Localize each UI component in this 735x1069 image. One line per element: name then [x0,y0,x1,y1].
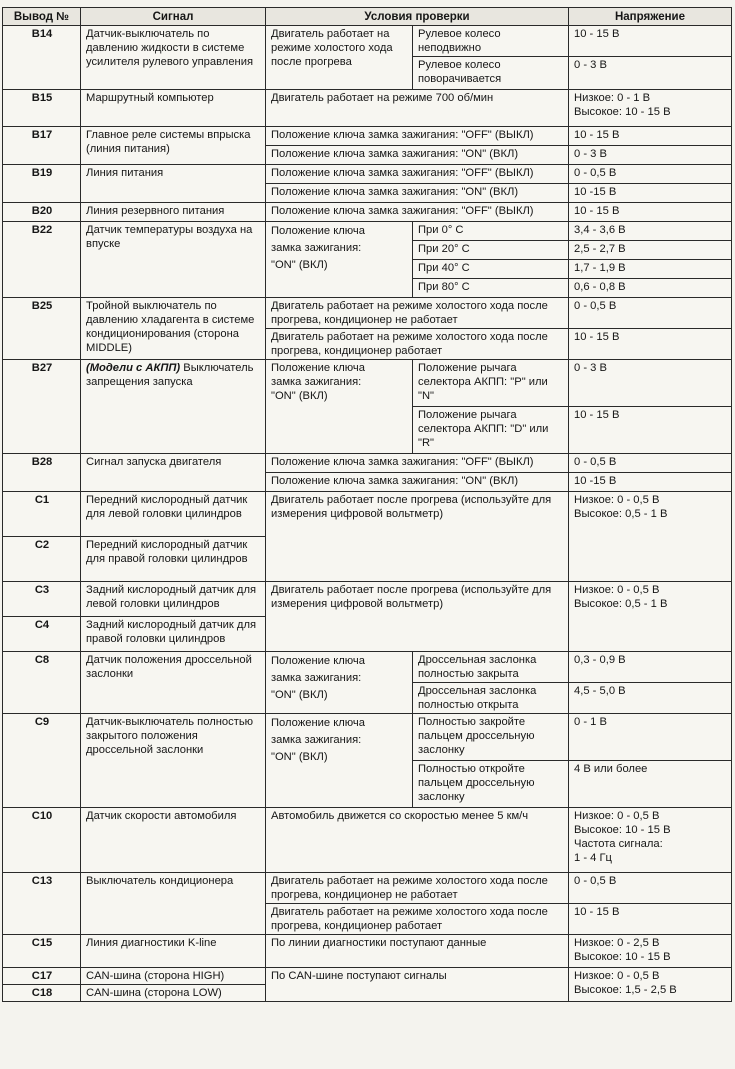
condition-cell: Положение ключа замка зажигания: "ON" (ВКЛ) [266,184,569,203]
table-row [3,298,732,329]
voltage-low: Низкое: 0 - 0,5 В [574,810,660,822]
sub-condition-cell: Дроссельная заслонка полностью закрыта [413,652,569,683]
table-row [3,808,732,873]
condition-cell: Двигатель работает на режиме холостого хода после прогрева, кондиционер не работает [266,873,569,904]
voltage-cell: 0 - 3 В [569,57,732,90]
voltage-cell [569,968,732,1002]
signal-cell: Линия питания [81,165,266,203]
signal-cell: Датчик-выключатель по давлению жидкости в системе усилителя рулевого управления [81,26,266,90]
signal-cell [81,360,266,454]
sub-condition-cell: При 80° С [413,279,569,298]
sub-condition-cell: Положение рычага селектора АКПП: "P" или "N" [413,360,569,407]
signal-cell: Линия резервного питания [81,203,266,222]
pin-cell: B19 [3,165,81,203]
condition-cell: Двигатель работает на режиме холостого хода после прогрева [266,26,413,90]
voltage-low: Низкое: 0 - 2,5 В [574,937,660,949]
voltage-cell: 10 -15 В [569,184,732,203]
voltage-high: Высокое: 10 - 15 В [574,824,671,836]
voltage-cell [569,582,732,652]
condition-cell: Двигатель работает на режиме холостого хода после прогрева, кондиционер работает [266,329,569,360]
condition-cell: Двигатель работает на режиме холостого хода после прогрева, кондиционер работает [266,904,569,935]
condition-cell: Положение ключа замка зажигания: "OFF" (ВЫКЛ) [266,127,569,146]
table-row [3,360,732,407]
condition-cell: Положение ключа замка зажигания: "ON" (ВКЛ) [266,652,413,714]
signal-cell: Задний кислородный датчик для правой головки цилиндров [81,617,266,652]
condition-cell: Автомобиль движется со скоростью менее 5 км/ч [266,808,569,873]
signal-cell: CAN-шина (сторона LOW) [81,985,266,1002]
voltage-cell: 10 - 15 В [569,203,732,222]
condition-cell: Положение ключа замка зажигания: "OFF" (ВЫКЛ) [266,454,569,473]
pin-cell: B22 [3,222,81,298]
header-pin: Вывод № [3,8,81,26]
voltage-high: Высокое: 10 - 15 В [574,951,671,963]
voltage-cell: 10 - 15 В [569,407,732,454]
pin-cell: C1 [3,492,81,537]
voltage-cell: 10 -15 В [569,473,732,492]
pin-cell: B20 [3,203,81,222]
table-header-row [3,8,732,26]
signal-cell: Датчик температуры воздуха на впуске [81,222,266,298]
condition-cell: Положение ключа замка зажигания: "ON" (ВКЛ) [266,222,413,298]
voltage-low: Низкое: 0 - 0,5 В [574,494,660,506]
table-row [3,127,732,146]
condition-cell: Двигатель работает на режиме холостого хода после прогрева, кондиционер не работает [266,298,569,329]
sub-condition-cell: Дроссельная заслонка полностью открыта [413,683,569,714]
sub-condition-cell: Рулевое колесо поворачивается [413,57,569,90]
table-row [3,90,732,127]
pin-cell: C18 [3,985,81,1002]
pin-cell: C4 [3,617,81,652]
voltage-cell: 0,3 - 0,9 В [569,652,732,683]
voltage-cell: 0 - 1 В [569,714,732,761]
voltage-cell: 0,6 - 0,8 В [569,279,732,298]
condition-cell: Положение ключа замка зажигания: "ON" (ВКЛ) [266,473,569,492]
signal-cell: Датчик положения дроссельной заслонки [81,652,266,714]
signal-cell: Сигнал запуска двигателя [81,454,266,492]
signal-cell: Датчик-выключатель полностью закрытого положения дроссельной заслонки [81,714,266,808]
header-conditions: Условия проверки [266,8,569,26]
voltage-cell: 10 - 15 В [569,329,732,360]
signal-cell: Передний кислородный датчик для правой головки цилиндров [81,537,266,582]
pin-voltage-table [2,7,732,1002]
pin-cell: C2 [3,537,81,582]
signal-cell: Задний кислородный датчик для левой головки цилиндров [81,582,266,617]
table-row [3,652,732,683]
sub-condition-cell: Рулевое колесо неподвижно [413,26,569,57]
voltage-cell [569,492,732,582]
signal-prefix: (Модели с АКПП) [86,362,181,374]
voltage-high: Высокое: 10 - 15 В [574,106,671,118]
condition-cell: Положение ключа замка зажигания: "ON" (ВКЛ) [266,146,569,165]
condition-cell: Положение ключа замка зажигания: "OFF" (ВЫКЛ) [266,165,569,184]
pin-cell: C13 [3,873,81,935]
signal-cell: CAN-шина (сторона HIGH) [81,968,266,985]
voltage-cell [569,90,732,127]
signal-cell: Маршрутный компьютер [81,90,266,127]
sub-condition-cell: Полностью откройте пальцем дроссельную заслонку [413,761,569,808]
voltage-cell: 2,5 - 2,7 В [569,241,732,260]
table-row [3,203,732,222]
voltage-cell: 4 В или более [569,761,732,808]
signal-frequency-label: Частота сигнала: [574,838,663,850]
signal-cell: Датчик скорости автомобиля [81,808,266,873]
voltage-cell: 0 - 0,5 В [569,165,732,184]
sub-condition-cell: Полностью закройте пальцем дроссельную заслонку [413,714,569,761]
pin-cell: B27 [3,360,81,454]
signal-cell: Выключатель кондиционера [81,873,266,935]
voltage-cell: 0 - 0,5 В [569,298,732,329]
voltage-cell: 0 - 3 В [569,146,732,165]
voltage-cell: 10 - 15 В [569,904,732,935]
table-row [3,935,732,968]
sub-condition-cell: При 0° С [413,222,569,241]
condition-cell: Положение ключа замка зажигания: "ON" (ВКЛ) [266,360,413,454]
pin-cell: B17 [3,127,81,165]
voltage-high: Высокое: 1,5 - 2,5 В [574,984,677,996]
table-row [3,165,732,184]
table-row [3,968,732,985]
voltage-cell: 0 - 0,5 В [569,454,732,473]
pin-cell: C15 [3,935,81,968]
voltage-cell: 3,4 - 3,6 В [569,222,732,241]
voltage-low: Низкое: 0 - 1 В [574,92,651,104]
voltage-cell: 10 - 15 В [569,127,732,146]
pin-cell: C17 [3,968,81,985]
condition-cell: Положение ключа замка зажигания: "OFF" (ВЫКЛ) [266,203,569,222]
pin-cell: C8 [3,652,81,714]
pin-cell: C9 [3,714,81,808]
voltage-low: Низкое: 0 - 0,5 В [574,584,660,596]
signal-cell: Тройной выключатель по давлению хладагента в системе кондиционирования (сторона MIDDLE) [81,298,266,360]
signal-frequency-value: 1 - 4 Гц [574,852,612,864]
sub-condition-cell: При 40° С [413,260,569,279]
voltage-low: Низкое: 0 - 0,5 В [574,970,660,982]
table-row [3,492,732,537]
condition-cell: По CAN-шине поступают сигналы [266,968,569,1002]
signal-cell: Передний кислородный датчик для левой головки цилиндров [81,492,266,537]
table-row [3,582,732,617]
pin-cell: B25 [3,298,81,360]
header-voltage: Напряжение [569,8,732,26]
pin-cell: C10 [3,808,81,873]
table-row [3,26,732,57]
pin-cell: B15 [3,90,81,127]
voltage-cell: 1,7 - 1,9 В [569,260,732,279]
table-row [3,222,732,241]
condition-cell: Двигатель работает после прогрева (используйте для измерения цифровой вольтметр) [266,492,569,582]
sub-condition-cell: Положение рычага селектора АКПП: "D" или "R" [413,407,569,454]
condition-cell: По линии диагностики поступают данные [266,935,569,968]
condition-cell: Двигатель работает на режиме 700 об/мин [266,90,569,127]
signal-text: Выключатель запрещения запуска [86,362,254,388]
signal-cell: Главное реле системы впрыска (линия питания) [81,127,266,165]
sub-condition-cell: При 20° С [413,241,569,260]
condition-cell: Положение ключа замка зажигания: "ON" (ВКЛ) [266,714,413,808]
condition-cell: Двигатель работает после прогрева (используйте для измерения цифровой вольтметр) [266,582,569,652]
voltage-high: Высокое: 0,5 - 1 В [574,598,668,610]
voltage-cell [569,808,732,873]
voltage-high: Высокое: 0,5 - 1 В [574,508,668,520]
pin-cell: C3 [3,582,81,617]
signal-cell: Линия диагностики K-line [81,935,266,968]
table-row [3,714,732,761]
pin-cell: B28 [3,454,81,492]
header-signal: Сигнал [81,8,266,26]
voltage-cell [569,935,732,968]
table-row [3,873,732,904]
pin-cell: B14 [3,26,81,90]
table-row [3,454,732,473]
voltage-cell: 0 - 3 В [569,360,732,407]
voltage-cell: 4,5 - 5,0 В [569,683,732,714]
voltage-cell: 0 - 0,5 В [569,873,732,904]
voltage-cell: 10 - 15 В [569,26,732,57]
